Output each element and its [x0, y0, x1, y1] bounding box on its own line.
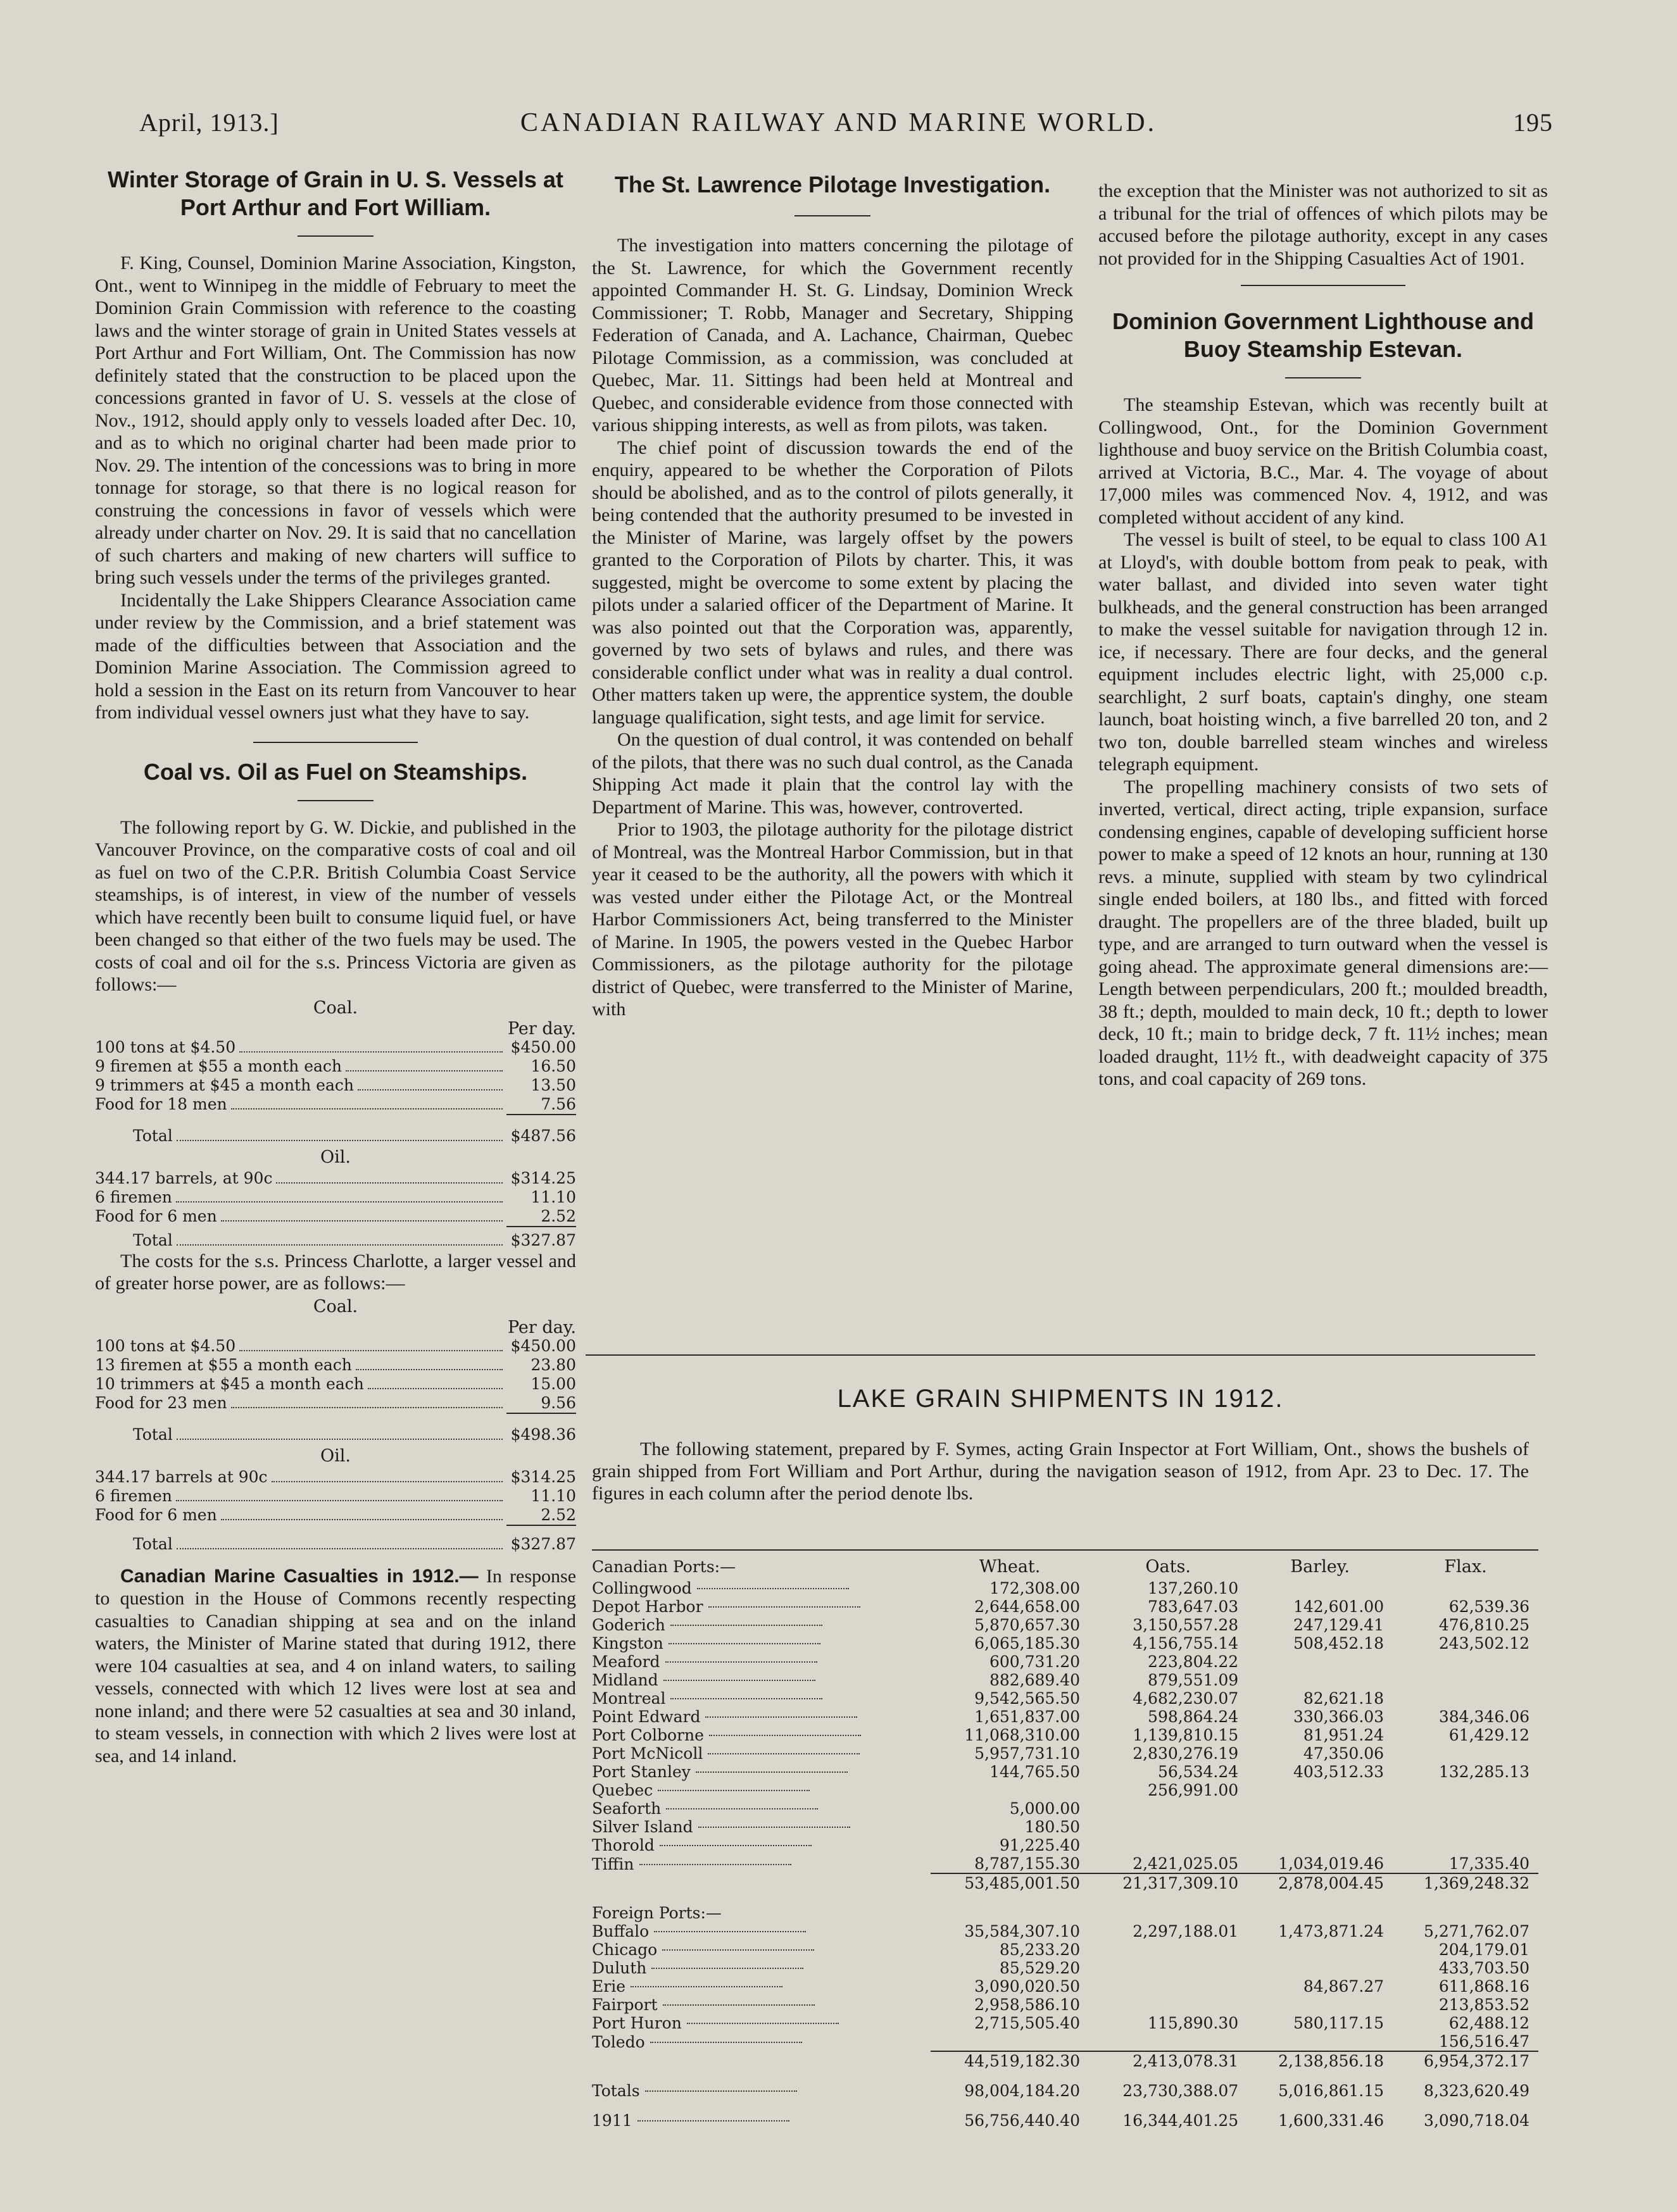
table-row [592, 1689, 1538, 1708]
grain-value: 62,539.36 [1448, 1597, 1529, 1616]
grain-value: 223,804.22 [1148, 1653, 1239, 1671]
pilotage-para-2: The chief point of discussion towards the end of the enquiry, appeared to be whether the Corporation of Pilots should be abolished, and as to the control of pilots generally, it being contended that the authority presumed to be invested in the Minister of Marine, was largely offset by the powers granted to the Corporation of Pilots by charter. This, it was suggested, might be overcome to some extent by placing the pilots under a salaried officer of the Department of Marine. It was also pointed out that the Corporation was, apparently, governed by two sets of bylaws and rules, and there was considerable conflict under what was in reality a dual control. Other matters taken up were, the apprentice system, the double language qualification, sight tests, and age limit for service. [592, 437, 1073, 728]
grain-value: 598,864.24 [1148, 1708, 1239, 1726]
charlotte-cost-table [95, 1297, 576, 1554]
cost-row: 344.17 barrels, at 90c $314.25 [95, 1168, 576, 1187]
grain-value [1247, 1818, 1393, 1836]
grain-value: 85,529.20 [999, 1959, 1081, 1977]
grain-value: 2,830,276.19 [1133, 1744, 1239, 1763]
cost-row: Food for 23 men 9.56 [95, 1393, 576, 1412]
grain-value [1247, 1653, 1393, 1671]
grain-value: 213,853.52 [1438, 1996, 1529, 2014]
grain-value [1393, 1836, 1538, 1854]
port-name: Quebec [592, 1781, 931, 1799]
table-row [592, 1799, 1538, 1818]
cost-row: Food for 6 men 2.52 [95, 1206, 576, 1225]
grain-value: 5,870,657.30 [974, 1616, 1081, 1634]
estevan-para-3: The propelling machinery consists of two sets of inverted, vertical, direct acting, triple expansion, surface condensing engines, capable of developing sufficient horse power to make a speed of 12 knots an hour, running at 130 revs. a minute, supplied with steam by two cylindrical single ended boilers, at 180 lbs., and fitted with forced draught. The propellers are of the three bladed, built up type, and are arranged to turn outward when the vessel is going ahead. The approximate general dimensions are:—Length between perpendiculars, 200 ft.; moulded breadth, 38 ft.; depth, moulded to main deck, 10 ft.; depth to lower deck, 10 ft.; main to bridge deck, 7 ft. 11½ inches; mean loaded draught, 11½ ft., with deadweight capacity of 375 tons, and coal capacity of 269 tons. [1098, 776, 1548, 1089]
port-name: Port McNicoll [592, 1744, 931, 1763]
grain-value [1247, 1959, 1393, 1977]
table-row [592, 1763, 1538, 1781]
grain-value: 82,621.18 [1303, 1689, 1385, 1708]
grain-value [1393, 1744, 1538, 1763]
grain-value [1089, 1940, 1247, 1959]
grain-value [1247, 1781, 1393, 1799]
cost-row: Food for 18 men 7.56 [95, 1094, 576, 1113]
table-row [592, 1959, 1538, 1977]
winter-storage-para-1: F. King, Counsel, Dominion Marine Association, Kingston, Ont., went to Winnipeg in the middle of February to meet the Dominion Grain Commission with reference to the coasting laws and the winter storage of grain in United States vessels at Port Arthur and Fort William, Ont. The Commission has now definitely stated that the construction to be placed upon the concessions granted in favor of U. S. vessels at the close of Nov., 1912, should apply only to vessels loaded after Dec. 10, and as to which no original charter had been made prior to Nov. 29. The intention of the concessions was to bring in more tonnage for storage, so that there is no logical reason for construing the concessions in favor of vessels which were already under charter on Nov. 29. It is said that no cancellation of such charters and making of new charters will suffice to bring such vessels under the terms of the privileges granted. [95, 253, 576, 588]
cost-row: 344.17 barrels at 90c $314.25 [95, 1467, 576, 1486]
grain-value: 403,512.33 [1293, 1763, 1385, 1781]
grain-value: 5,957,731.10 [974, 1744, 1081, 1763]
canadian-subtotal-row: 53,485,001.50 21,317,309.10 2,878,004.45 1,369,248.32 [592, 1873, 1538, 1892]
table-row [592, 1597, 1538, 1616]
port-name: Midland [592, 1671, 931, 1689]
grain-value [1089, 1977, 1247, 1996]
table-row [592, 2032, 1538, 2051]
foreign-subtotal-row: 44,519,182.30 2,413,078.31 2,138,856.18 6,954,372.17 [592, 2051, 1538, 2070]
grain-value: 180.50 [1024, 1818, 1081, 1836]
coal-oil-heading: Coal vs. Oil as Fuel on Steamships. [143, 758, 528, 785]
grain-value: 580,117.15 [1293, 2014, 1385, 2032]
table-row [592, 1977, 1538, 1996]
table-row [592, 1996, 1538, 2014]
pilotage-para-1: The investigation into matters concerning the pilotage of the St. Lawrence, for which the Government recently appointed Commander H. St. G. Lindsay, Dominion Wreck Commissioner; T. Robb, Manager and Secretary, Shipping Federation of Canada, and A. Lachance, Chairman, Quebec Pilotage Commission, as a commission, was concluded at Quebec, Mar. 11. Sittings had been held at Montreal and Quebec, and considerable evidence from those connected with various shipping interests, as well as from pilots, was taken. [592, 235, 1073, 435]
table-row [592, 1854, 1538, 1873]
foreign-ports-label-row [592, 1904, 1538, 1922]
grain-value: 4,682,230.07 [1133, 1689, 1239, 1708]
port-name: Tiffin [592, 1854, 931, 1873]
col-wheat: Wheat. [979, 1556, 1041, 1577]
cost-row: 9 firemen at $55 a month each 16.50 [95, 1056, 576, 1075]
cost-row: 9 trimmers at $45 a month each 13.50 [95, 1075, 576, 1094]
port-name: Port Huron [592, 2014, 931, 2032]
estevan-para-2: The vessel is built of steel, to be equal to class 100 A1 at Lloyd's, with double bottom from peak to peak, with water ballast, and divided into seven water tight bulkheads, and the general construction has been arranged to make the vessel suitable for navigation through 12 in. ice, if necessary. There are four decks, and the general equipment includes electric light, with 25,000 c.p. searchlight, 2 surf boats, captain's dinghy, one steam launch, boat hoisting winch, a five barrelled 20 ton, and 2 two ton, double barrelled steam winches and wireless telegraph equipment. [1098, 529, 1548, 775]
grain-value: 56,534.24 [1157, 1763, 1239, 1781]
grain-value [1247, 1940, 1393, 1959]
grain-value: 1,034,019.46 [1278, 1854, 1385, 1873]
grain-value: 132,285.13 [1438, 1763, 1529, 1781]
grain-value: 85,233.20 [999, 1940, 1081, 1959]
grain-value: 879,551.09 [1148, 1671, 1239, 1689]
grain-intro-text: The following statement, prepared by F. Symes, acting Grain Inspector at Fort William, Ont., shows the bushels of grain shipped from Fort William and Port Arthur, during the navigation season of 1912, from Apr. 23 to Dec. 17. The figures in each column after the period denote lbs. [592, 1439, 1529, 1504]
grain-value: 204,179.01 [1438, 1940, 1529, 1959]
grain-value [931, 2032, 1089, 2051]
total-row: Total $498.36 [133, 1425, 576, 1444]
grain-value: 137,260.10 [1148, 1579, 1239, 1597]
grain-value [1393, 1671, 1538, 1689]
foreign-ports-label: Foreign Ports:— [592, 1904, 722, 1922]
port-name: Thorold [592, 1836, 931, 1854]
table-row [592, 1726, 1538, 1744]
grain-value: 144,765.50 [989, 1763, 1081, 1781]
grain-value: 61,429.12 [1448, 1726, 1529, 1744]
grain-value [1089, 1836, 1247, 1854]
grain-value: 172,308.00 [989, 1579, 1081, 1597]
table-top-rule [592, 1549, 1538, 1551]
port-name: Collingwood [592, 1579, 931, 1597]
grain-value: 783,647.03 [1148, 1597, 1239, 1616]
grand-totals-row: Totals 98,004,184.20 23,730,388.07 5,016,861.15 8,323,620.49 [592, 2082, 1529, 2100]
grain-value: 243,502.12 [1438, 1634, 1529, 1653]
total-row: Total $487.56 [133, 1126, 576, 1145]
port-name: Buffalo [592, 1922, 931, 1940]
grain-value: 256,991.00 [1148, 1781, 1239, 1799]
coal-label: Coal. [313, 997, 358, 1018]
grain-value [1247, 1836, 1393, 1854]
grain-shipments-table [592, 1554, 1538, 2130]
grain-value [1247, 1996, 1393, 2014]
grain-value: 508,452.18 [1293, 1634, 1385, 1653]
casualties-para [95, 1565, 576, 1768]
port-name: Port Colborne [592, 1726, 931, 1744]
table-row [592, 1579, 1538, 1597]
divider [298, 800, 374, 801]
oil-label: Oil. [320, 1147, 351, 1167]
grain-value: 384,346.06 [1438, 1708, 1529, 1726]
grain-value: 330,366.03 [1293, 1708, 1385, 1726]
grain-value: 611,868.16 [1438, 1977, 1529, 1996]
estevan-heading: Dominion Government Lighthouse and Buoy Steamship Estevan. [1112, 308, 1534, 362]
grain-value [1393, 1799, 1538, 1818]
grain-value: 433,703.50 [1438, 1959, 1529, 1977]
casualties-text: In response to question in the House of Commons recently respecting casualties to Canadian shipping at sea and on the inland waters, the Minister of Marine stated that during 1912, there were 104 casualties at sea, and 4 on inland waters, to sailing vessels, connected with which 12 lives were lost at sea and none inland; and there were 52 casualties at sea and 30 inland, to steam vessels, in connection with which 2 lives were lost at sea, and 14 inland. [95, 1565, 577, 1766]
grain-value: 35,584,307.10 [964, 1922, 1081, 1940]
pilotage-para-4: Prior to 1903, the pilotage authority for the pilotage district of Montreal, was the Montreal Harbor Commission, but in that year it ceased to be the authority, all the powers with which it was vested under either the Pilotage Act, or the Montreal Harbor Commissioners Act, being transferred to the Minister of Marine. In 1905, the powers vested in the Quebec Harbor Commissioners, as the pilotage authority for the pilotage district of Quebec, were transferred to the Minister of Marine, with [592, 819, 1073, 1020]
grain-value: 3,090,020.50 [974, 1977, 1081, 1996]
port-name: Chicago [592, 1940, 931, 1959]
estevan-para-1: The steamship Estevan, which was recently built at Collingwood, Ont., for the Dominion Government lighthouse and buoy service on the British Columbia coast, arrived at Victoria, B.C., Mar. 4. The voyage of about 17,000 miles was commenced Nov. 4, 1912, and was completed without accident of any kind. [1098, 394, 1548, 528]
table-row [592, 1671, 1538, 1689]
grain-value: 2,715,505.40 [974, 2014, 1081, 2032]
grain-value: 882,689.40 [989, 1671, 1081, 1689]
grain-value: 1,473,871.24 [1278, 1922, 1385, 1940]
grain-value [1393, 1689, 1538, 1708]
port-name: Depot Harbor [592, 1597, 931, 1616]
port-name: Meaford [592, 1653, 931, 1671]
grain-value: 1,651,837.00 [974, 1708, 1081, 1726]
port-name: Fairport [592, 1996, 931, 2014]
cost-row: 13 firemen at $55 a month each 23.80 [95, 1355, 576, 1374]
cost-row: 6 firemen 11.10 [95, 1486, 576, 1505]
cost-row: 100 tons at $4.50 $450.00 [95, 1336, 576, 1355]
table-row [592, 1818, 1538, 1836]
grain-value: 5,000.00 [1009, 1799, 1081, 1818]
grain-value: 4,156,755.14 [1133, 1634, 1239, 1653]
port-name: Erie [592, 1977, 931, 1996]
grain-value: 81,951.24 [1303, 1726, 1385, 1744]
grain-value [1089, 1996, 1247, 2014]
grain-value: 9,542,565.50 [974, 1689, 1081, 1708]
port-name: Goderich [592, 1616, 931, 1634]
table-row [592, 1940, 1538, 1959]
cost-row: Food for 6 men 2.52 [95, 1505, 576, 1524]
per-day-label: Per day. [507, 1317, 576, 1337]
table-row [592, 1653, 1538, 1671]
grain-value [1247, 1579, 1393, 1597]
grain-value: 8,787,155.30 [974, 1854, 1081, 1873]
grain-value [1089, 1818, 1247, 1836]
page-number: 195 [1513, 108, 1553, 137]
casualties-heading: Canadian Marine Casualties in 1912.— [120, 1565, 479, 1587]
port-name: Duluth [592, 1959, 931, 1977]
column-right [1098, 180, 1548, 1090]
totals-label: Totals [592, 2082, 640, 2100]
grain-value [1089, 2032, 1247, 2051]
grain-value: 142,601.00 [1293, 1597, 1385, 1616]
oil-label: Oil. [320, 1446, 351, 1466]
coal-oil-para-1: The following report by G. W. Dickie, and published in the Vancouver Province, on the comparative costs of coal and oil as fuel on two of the C.P.R. British Columbia Coast Service steamships, is of interest, in view of the number of vessels which have recently been built to consume liquid fuel, or have been changed so that either of the two fuels may be used. The costs of coal and oil for the s.s. Princess Victoria are given as follows:— [95, 816, 576, 995]
grain-value [931, 1781, 1089, 1799]
grain-shipments-heading: LAKE GRAIN SHIPMENTS IN 1912. [837, 1385, 1284, 1413]
grain-value: 156,516.47 [1438, 2032, 1529, 2051]
port-name: Point Edward [592, 1708, 931, 1726]
port-name: Port Stanley [592, 1763, 931, 1781]
grain-value [1089, 1959, 1247, 1977]
total-row: Total $327.87 [133, 1230, 576, 1249]
grain-value: 6,065,185.30 [974, 1634, 1081, 1653]
canadian-ports-label: Canadian Ports:— [592, 1557, 736, 1576]
pilotage-para-5: the exception that the Minister was not authorized to sit as a tribunal for the trial of offences of which pilots may be accused before the pilotage authority, except in any cases not provided for in the Shipping Casualties Act of 1901. [1098, 180, 1548, 269]
grain-value: 2,644,658.00 [974, 1597, 1081, 1616]
grain-value: 1,139,810.15 [1133, 1726, 1239, 1744]
column-left [95, 166, 576, 1767]
divider [253, 742, 418, 743]
table-row [592, 2014, 1538, 2032]
table-row [592, 1781, 1538, 1799]
port-name: Seaforth [592, 1799, 931, 1818]
table-row [592, 1708, 1538, 1726]
table-row [592, 1634, 1538, 1653]
grain-value: 600,731.20 [989, 1653, 1081, 1671]
cost-row: 100 tons at $4.50 $450.00 [95, 1037, 576, 1056]
grain-value [1247, 2032, 1393, 2051]
pilotage-para-3: On the question of dual control, it was contended on behalf of the pilots, that there was no such dual control, as the Canada Shipping Act made it plain that the control lay with the Department of Marine. This was, however, controverted. [592, 729, 1073, 818]
divider [1285, 377, 1361, 378]
table-row [592, 1616, 1538, 1634]
grain-value [1393, 1818, 1538, 1836]
divider [298, 235, 374, 237]
grain-value: 84,867.27 [1303, 1977, 1385, 1996]
issue-date: April, 1913.] [139, 108, 279, 137]
year-1911-row: 1911 56,756,440.40 16,344,401.25 1,600,331.46 3,090,718.04 [592, 2111, 1529, 2130]
cost-row: 6 firemen 11.10 [95, 1187, 576, 1206]
port-name: Montreal [592, 1689, 931, 1708]
year-1911-label: 1911 [592, 2111, 632, 2130]
grain-value: 115,890.30 [1148, 2014, 1239, 2032]
grain-value: 5,271,762.07 [1424, 1922, 1529, 1940]
publication-title: CANADIAN RAILWAY AND MARINE WORLD. [520, 108, 1157, 137]
grain-value [1247, 1799, 1393, 1818]
column-middle [592, 171, 1073, 1021]
col-oats: Oats. [1145, 1556, 1191, 1577]
grain-value: 11,068,310.00 [964, 1726, 1081, 1744]
col-barley: Barley. [1290, 1556, 1350, 1577]
grain-shipments-intro [592, 1438, 1529, 1504]
grain-value: 3,150,557.28 [1133, 1616, 1239, 1634]
winter-storage-heading: Winter Storage of Grain in U. S. Vessels at Port Arthur and Fort William. [108, 166, 563, 220]
grain-value: 476,810.25 [1438, 1616, 1529, 1634]
cost-row: 10 trimmers at $45 a month each 15.00 [95, 1374, 576, 1393]
grain-value [1247, 1671, 1393, 1689]
coal-label: Coal. [313, 1296, 358, 1316]
grain-value: 47,350.06 [1303, 1744, 1385, 1763]
divider [795, 215, 870, 216]
per-day-label: Per day. [507, 1018, 576, 1039]
port-name: Toledo [592, 2032, 931, 2051]
pilotage-heading: The St. Lawrence Pilotage Investigation. [614, 172, 1051, 197]
port-name: Kingston [592, 1634, 931, 1653]
grain-value [1393, 1653, 1538, 1671]
section-rule [586, 1354, 1535, 1356]
table-row [592, 1922, 1538, 1940]
coal-oil-para-2: The costs for the s.s. Princess Charlotte, a larger vessel and of greater horse power, are as follows:— [95, 1250, 576, 1294]
grain-value [1393, 1579, 1538, 1597]
grain-value: 2,958,586.10 [974, 1996, 1081, 2014]
grain-value [1089, 1799, 1247, 1818]
grain-value [1393, 1781, 1538, 1799]
port-name: Silver Island [592, 1818, 931, 1836]
total-row: Total $327.87 [133, 1534, 576, 1553]
table-row [592, 1836, 1538, 1854]
grain-value: 17,335.40 [1448, 1854, 1529, 1873]
grain-value: 91,225.40 [999, 1836, 1081, 1854]
grain-value: 2,421,025.05 [1133, 1854, 1239, 1873]
grain-value: 62,488.12 [1448, 2014, 1529, 2032]
winter-storage-para-2: Incidentally the Lake Shippers Clearance Association came under review by the Commission, and a brief statement was made of the difficulties between that Association and the Dominion Marine Association. The Commission agreed to hold a session in the East on its return from Vancouver to hear from individual vessel owners just what they have to say. [95, 589, 576, 723]
table-row [592, 1744, 1538, 1763]
divider [1241, 285, 1405, 286]
col-flax: Flax. [1444, 1556, 1487, 1577]
grain-value: 247,129.41 [1293, 1616, 1385, 1634]
victoria-cost-table [95, 999, 576, 1250]
grain-value: 2,297,188.01 [1133, 1922, 1239, 1940]
